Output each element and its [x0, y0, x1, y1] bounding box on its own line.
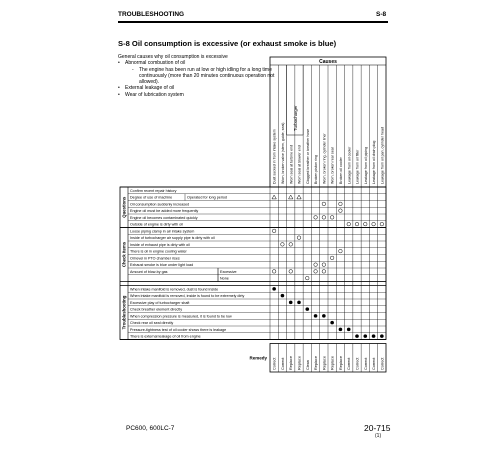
cause-label: Leakage from oil filter [355, 149, 360, 184]
open-circle-mark [314, 263, 318, 267]
cause-label: Worn, broken ring, cylinder liner [322, 133, 327, 184]
turbocharger-label: Turbocharger [292, 105, 298, 131]
open-circle-mark [305, 276, 309, 280]
open-circle-mark [297, 236, 301, 240]
triangle-mark [272, 195, 276, 199]
cause-text: Abnormal combustion of oil [125, 60, 186, 67]
group-label-questions: Questions [121, 196, 127, 218]
remedy-cell: Replace [338, 356, 343, 370]
open-circle-mark [314, 216, 318, 220]
row-label: When intake manifold is removed, dust is found inside [130, 287, 219, 292]
row-label: Oil consumption suddenly increased [130, 202, 190, 207]
row-label: Pressure-tightness test of oil cooler shows there is leakage [130, 327, 227, 332]
cause-label: Broken piston ring [314, 155, 319, 184]
filled-circle-mark [330, 321, 334, 325]
cause-label: Leakage from oil piping [363, 146, 368, 184]
remedy-cell: Correct [272, 357, 277, 370]
row-label: There is external leakage of oil from engine [130, 334, 201, 339]
remedy-cell: Correct [372, 357, 377, 370]
open-circle-mark [347, 222, 351, 226]
open-circle-mark [355, 222, 359, 226]
remedy-cell: Correct [363, 357, 368, 370]
cause-label: Leakage from oil drain plug [372, 140, 377, 184]
remedy-cell: Replace [289, 356, 294, 370]
filled-circle-mark [355, 334, 359, 338]
cause-label: Worn, broken rear seal [330, 147, 335, 184]
remedy-cell: Replace [297, 356, 302, 370]
filled-circle-mark [314, 314, 318, 318]
remedy-cell: Correct [347, 357, 352, 370]
row-label: Amount of blow-by gas [130, 269, 168, 274]
footer-page-sub: (1) [375, 433, 382, 439]
remedy-cell: Clean [305, 360, 310, 370]
filled-circle-mark [322, 314, 326, 318]
intro-lead: General causes why oil consumption is excessive [118, 54, 228, 60]
cause-label: Worn, broken valve (stem, guide, seal) [281, 122, 286, 184]
remedy-cell: Replace [314, 356, 319, 370]
remedy-label: Remedy [249, 355, 267, 361]
cause-label: Broken oil cooler [339, 157, 344, 184]
group-label-troubleshooting: Troubleshooting [121, 295, 127, 330]
remedy-cell: Replace [322, 356, 327, 370]
cause-item: • External leakage of oil [118, 85, 288, 91]
open-circle-mark [339, 209, 343, 213]
row-label: Excessive play of turbocharger shaft [130, 300, 190, 305]
filled-circle-mark [305, 307, 309, 311]
filled-circle-mark [363, 334, 367, 338]
row-label: Outside of engine is dirty with oil [130, 222, 183, 227]
open-circle-mark [380, 222, 384, 226]
remedy-cell: Correct [380, 357, 385, 370]
open-circle-mark [289, 243, 293, 247]
open-circle-mark [281, 243, 285, 247]
row-label: Inside of turbocharger air supply pipe is dirty with oil [130, 236, 215, 241]
open-circle-mark [272, 270, 276, 274]
open-circle-mark [322, 216, 326, 220]
filled-circle-mark [281, 294, 285, 298]
open-circle-mark [272, 229, 276, 233]
running-header-title: TROUBLESHOOTING [118, 11, 185, 18]
cause-label: Leakage from oil pan, cylinder head [380, 127, 385, 184]
cause-label: Worn seal at blower end [297, 145, 302, 184]
filled-circle-mark [339, 328, 343, 332]
row-label: When compression pressure is measured, it is found to be low [130, 314, 232, 319]
open-circle-mark [314, 270, 318, 274]
open-circle-mark [322, 263, 326, 267]
row-label: Confirm recent repair history [130, 188, 177, 193]
open-circle-mark [339, 249, 343, 253]
row-label: Check breather element directly [130, 307, 183, 312]
cause-label: Worn seal at turbine end [289, 144, 294, 184]
triangle-mark [289, 195, 293, 199]
footer-model: PC600, 600LC-7 [126, 425, 175, 432]
row-sublabel: Excessive [220, 269, 237, 274]
row-label: Exhaust smoke is blue under light load [130, 263, 194, 268]
row-label: When intake manifold is removed, inside is found to be extremely dirty [130, 294, 245, 299]
open-circle-mark [372, 222, 376, 226]
row-label: Check rear oil seal directly [130, 321, 174, 326]
causes-heading: Causes [319, 59, 337, 65]
open-circle-mark [363, 222, 367, 226]
open-circle-mark [330, 256, 334, 260]
row-label: Loose piping clamp in air intake system [130, 229, 195, 234]
open-circle-mark [289, 270, 293, 274]
cause-subitem: - The engine has been run at low or high idling for a long time continuously (more than 20 minutes continuous operation not allowed). [132, 67, 288, 86]
open-circle-mark [322, 270, 326, 274]
row-label: There is oil in engine cooling water [130, 249, 187, 254]
remedy-cell: Correct [280, 357, 285, 370]
running-header-code: S-8 [376, 11, 387, 18]
open-circle-mark [322, 202, 326, 206]
filled-circle-mark [347, 328, 351, 332]
row-sublabel: Operated for long period [187, 195, 227, 200]
filled-circle-mark [372, 334, 376, 338]
cause-item: • Wear of lubrication system [118, 92, 288, 98]
cause-label: Dust sucked in from intake system [272, 129, 277, 184]
section-title: S-8 Oil consumption is excessive (or exhaust smoke is blue) [118, 39, 337, 48]
footer-page-number: 20-715 [364, 423, 391, 433]
filled-circle-mark [272, 287, 276, 291]
row-label: Inside of exhaust pipe is dirty with oil [130, 242, 190, 247]
row-sublabel: None [220, 276, 229, 281]
open-circle-mark [330, 216, 334, 220]
remedy-cell: Replace [330, 356, 335, 370]
cause-label: Clogged breather or breather hose [305, 128, 310, 184]
triangle-mark [297, 195, 301, 199]
filled-circle-mark [380, 334, 384, 338]
row-label: Degree of use of machine [130, 195, 173, 200]
filled-circle-mark [289, 301, 293, 305]
row-label: Engine oil becomes contaminated quickly [130, 215, 198, 220]
remedy-cell: Correct [355, 357, 360, 370]
row-label: Engine oil must be added more frequently [130, 209, 199, 214]
row-label: Oil level in PTO chamber rises [130, 256, 180, 261]
group-label-check-items: Check items [121, 241, 127, 268]
filled-circle-mark [297, 301, 301, 305]
open-circle-mark [339, 202, 343, 206]
cause-label: Leakage from oil cooler [347, 146, 352, 184]
